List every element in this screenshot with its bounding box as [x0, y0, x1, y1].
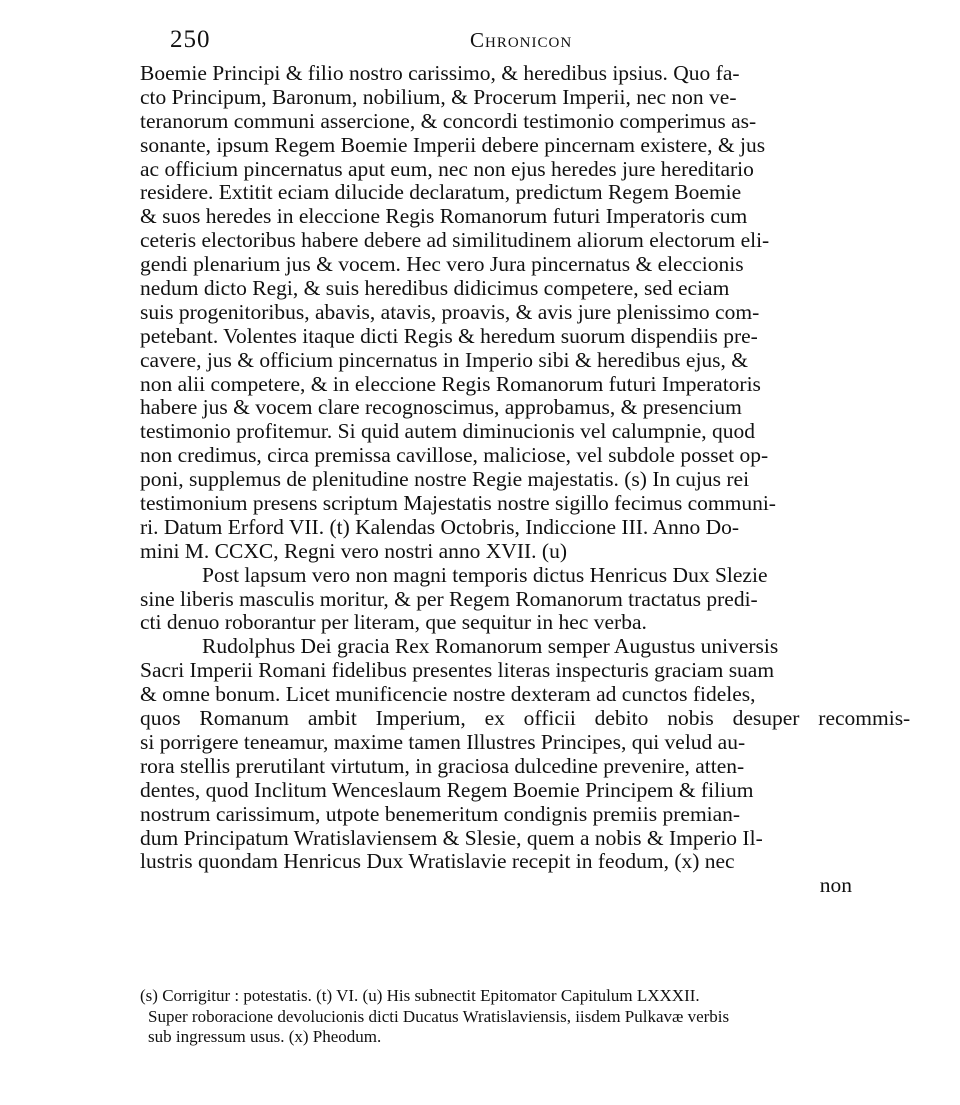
text-line: & omne bonum. Licet munificencie nostre dexteram ad cunctos fideles, [140, 682, 756, 707]
text-line: ri. Datum Erford VII. (t) Kalendas Octobris, Indiccione III. Anno Do- [140, 514, 740, 539]
text-line: Post lapsum vero non magni temporis dictus Henricus Dux Slezie [202, 562, 768, 587]
footnote-line: sub ingressum usus. (x) Pheodum. [148, 1027, 382, 1046]
text-line: cavere, jus & officium pincernatus in Imperio sibi & heredibus ejus, & [140, 347, 749, 372]
text-line: teranorum communi assercione, & concordi testimonio comperimus as- [140, 108, 757, 133]
text-line: suis progenitoribus, abavis, atavis, proavis, & avis jure plenissimo com- [140, 299, 760, 324]
text-line: si porrigere teneamur, maxime tamen Illustres Principes, qui velud au- [140, 729, 746, 754]
text-line: ac officium pincernatus aput eum, nec non ejus heredes jure hereditario [140, 156, 754, 181]
text-line: rora stellis prerutilant virtutum, in graciosa dulcedine prevenire, atten- [140, 753, 745, 778]
text-line: ceteris electoribus habere debere ad similitudinem aliorum electorum eli- [140, 228, 770, 253]
page-header [0, 22, 960, 62]
text-line: mini M. CCXC, Regni vero nostri anno XVII. (u) [140, 538, 567, 563]
text-line: poni, supplemus de plenitudine nostre Regie majestatis. (s) In cujus rei [140, 467, 750, 492]
text-line: Rudolphus Dei gracia Rex Romanorum semper Augustus universis [202, 634, 779, 659]
main-text [140, 62, 910, 898]
text-line: sonante, ipsum Regem Boemie Imperii debere pincernam existere, & jus [140, 132, 766, 157]
catchword: non [819, 873, 852, 898]
text-line: non credimus, circa premissa cavillose, maliciose, vel subdole posset op- [140, 443, 769, 468]
text-line: residere. Extitit eciam dilucide declaratum, predictum Regem Boemie [140, 180, 742, 205]
text-line: Boemie Principi & filio nostro carissimo, & heredibus ipsius. Quo fa- [140, 61, 740, 85]
text-line: lustris quondam Henricus Dux Wratislavie recepit in feodum, (x) nec [140, 849, 735, 874]
text-line: petebant. Volentes itaque dicti Regis & heredum suorum dispendiis pre- [140, 323, 758, 348]
text-line: & suos heredes in eleccione Regis Romanorum futuri Imperatoris cum [140, 204, 748, 229]
text-line: gendi plenarium jus & vocem. Hec vero Jura pincernatus & eleccionis [140, 252, 744, 277]
text-line: cti denuo roborantur per literam, que sequitur in hec verba. [140, 610, 647, 635]
text-line: dum Principatum Wratislaviensem & Slesie, quem a nobis & Imperio Il- [140, 825, 763, 850]
footnotes [140, 986, 910, 1048]
footnote-line: Super roboracione devolucionis dicti Ducatus Wratislaviensis, iisdem Pulkavæ verbis [148, 1006, 730, 1026]
text-line: Sacri Imperii Romani fidelibus presentes literas inspecturis graciam suam [140, 658, 775, 683]
text-line: nostrum carissimum, utpote benemeritum condignis premiis premian- [140, 801, 741, 826]
text-line: sine liberis masculis moritur, & per Regem Romanorum tractatus predi- [140, 586, 758, 611]
text-line: testimonio profitemur. Si quid autem diminucionis vel calumpnie, quod [140, 419, 756, 444]
text-line: non alii competere, & in eleccione Regis Romanorum futuri Imperatoris [140, 371, 761, 396]
text-line: habere jus & vocem clare recognoscimus, approbamus, & presencium [140, 395, 742, 420]
footnote-line: (s) Corrigitur : potestatis. (t) VI. (u) His subnectit Epitomator Capitulum LXXXII. [140, 986, 700, 1005]
running-title: Chronicon [470, 28, 573, 52]
text-line: dentes, quod Inclitum Wenceslaum Regem Boemie Principem & filium [140, 777, 754, 802]
text-line: quos Romanum ambit Imperium, ex officii debito nobis desuper recommis- [140, 706, 911, 731]
text-line: cto Principum, Baronum, nobilium, & Procerum Imperii, nec non ve- [140, 84, 737, 109]
text-line: nedum dicto Regi, & suis heredibus didicimus competere, sed eciam [140, 276, 730, 301]
text-line: testimonium presens scriptum Majestatis nostre sigillo fecimus communi- [140, 491, 776, 516]
page-number: 250 [170, 26, 211, 53]
